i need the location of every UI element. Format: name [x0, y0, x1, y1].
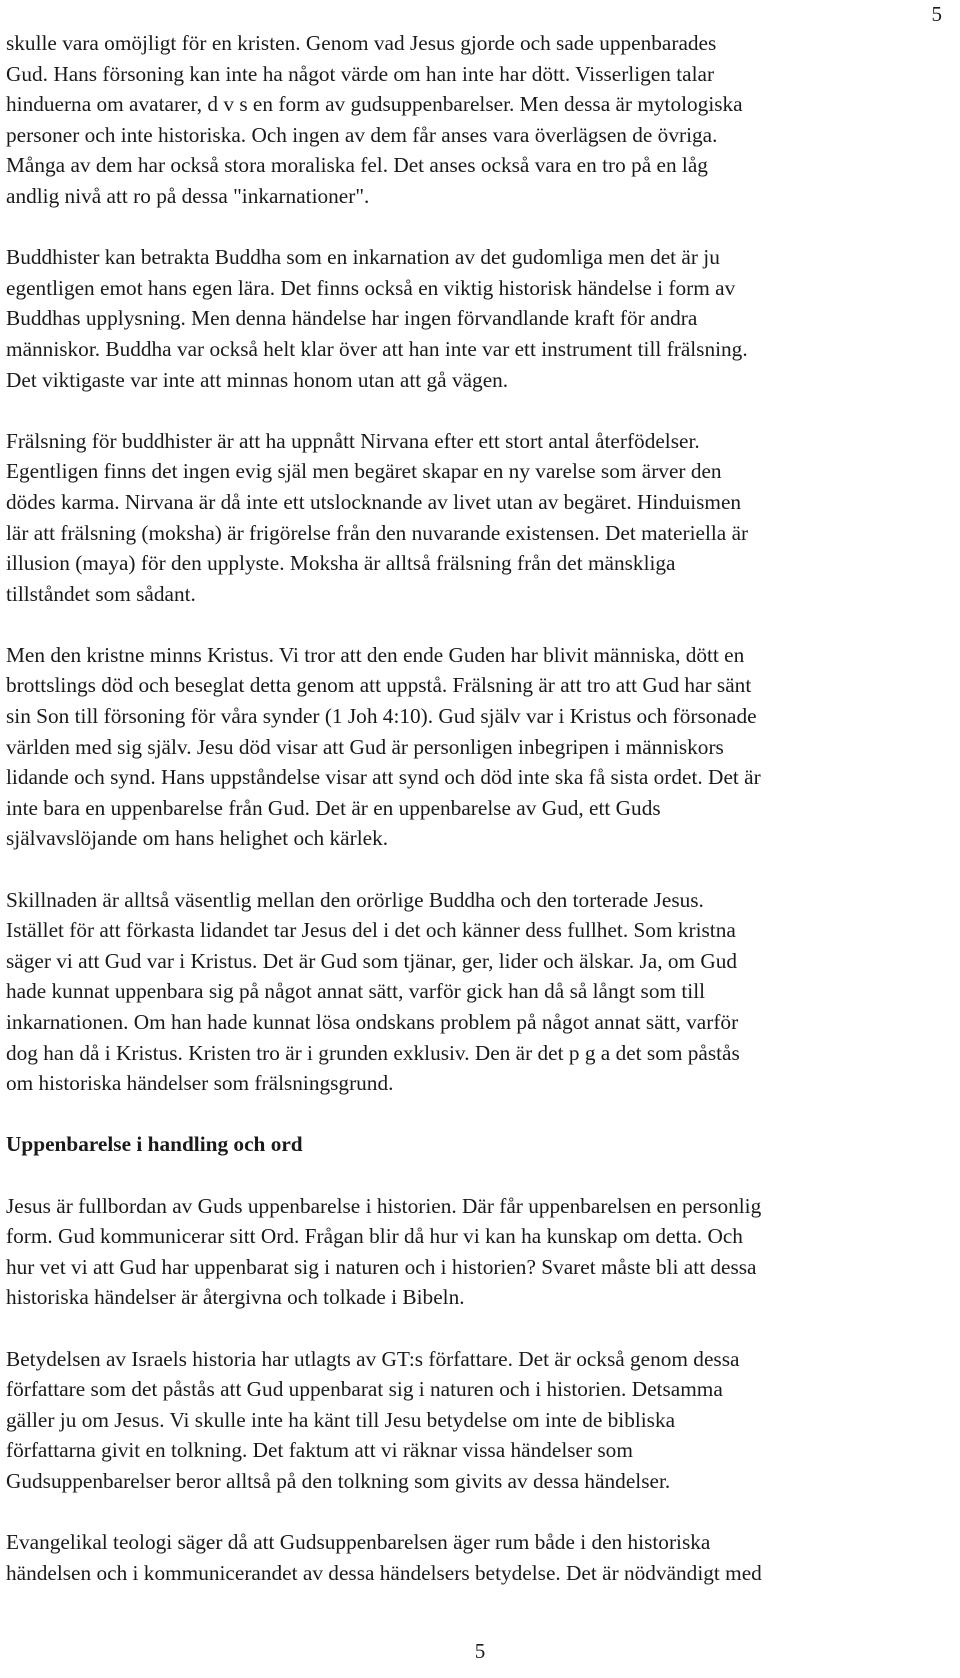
- text-line: dog han då i Kristus. Kristen tro är i grunden exklusiv. Den är det p g a det som påstås: [6, 1040, 740, 1065]
- paragraph: [6, 1191, 954, 1313]
- text-line: Skillnaden är alltså väsentlig mellan den orörlige Buddha och den torterade Jesus.: [6, 887, 704, 912]
- text-line: lidande och synd. Hans uppståndelse visar att synd och död inte ska få sista ordet. Det är: [6, 765, 761, 790]
- text-line: brottslings död och beseglat detta genom att uppstå. Frälsning är att tro att Gud har sänt: [6, 673, 752, 698]
- text-line: sin Son till försoning för våra synder (1 Joh 4:10). Gud själv var i Kristus och försonade: [6, 704, 757, 729]
- paragraph: [6, 1344, 954, 1497]
- text-line: Betydelsen av Israels historia har utlagts av GT:s författare. Det är också genom dessa: [6, 1346, 740, 1371]
- text-line: världen med sig själv. Jesu död visar att Gud är personligen inbegripen i människors: [6, 734, 724, 759]
- text-line: tillståndet som sådant.: [6, 581, 196, 606]
- text-line: Många av dem har också stora moraliska fel. Det anses också vara en tro på en låg: [6, 153, 708, 178]
- text-line: form. Gud kommunicerar sitt Ord. Frågan blir då hur vi kan ha kunskap om detta. Och: [6, 1224, 743, 1249]
- text-line: Istället för att förkasta lidandet tar Jesus del i det och känner dess fullhet. Som kristna: [6, 918, 736, 943]
- text-line: om historiska händelser som frälsningsgrund.: [6, 1071, 394, 1096]
- paragraph: [6, 28, 954, 212]
- text-line: Gudsuppenbarelser beror alltså på den tolkning som givits av dessa händelser.: [6, 1468, 671, 1493]
- text-line: Det viktigaste var inte att minnas honom utan att gå vägen.: [6, 367, 509, 392]
- page-number-top: 5: [931, 2, 942, 26]
- section-heading: Uppenbarelse i handling och ord: [6, 1132, 303, 1157]
- paragraph: [6, 885, 954, 1099]
- text-line: författare som det påstås att Gud uppenbarat sig i naturen och i historien. Detsamma: [6, 1377, 723, 1402]
- paragraphs-before-heading: [6, 28, 954, 1099]
- text-line: säger vi att Gud var i Kristus. Det är Gud som tjänar, ger, lider och älskar. Ja, om Gud: [6, 948, 738, 973]
- text-line: Buddhas upplysning. Men denna händelse har ingen förvandlande kraft för andra: [6, 306, 698, 331]
- text-line: hur vet vi att Gud har uppenbarat sig i naturen och i historien? Svaret måste bli att dessa: [6, 1254, 757, 1279]
- text-line: författarna givit en tolkning. Det faktum att vi räknar vissa händelser som: [6, 1438, 633, 1463]
- text-line: självavslöjande om hans helighet och kärlek.: [6, 826, 389, 851]
- text-line: hade kunnat uppenbara sig på något annat sätt, varför gick han då så långt som till: [6, 979, 706, 1004]
- text-line: Frälsning för buddhister är att ha uppnått Nirvana efter ett stort antal återfödelser.: [6, 428, 700, 453]
- text-line: andlig nivå att ro på dessa "inkarnationer".: [6, 183, 370, 208]
- text-line: Jesus är fullbordan av Guds uppenbarelse i historien. Där får uppenbarelsen en personlig: [6, 1193, 762, 1218]
- paragraph: [6, 426, 954, 610]
- text-line: lär att frälsning (moksha) är frigörelse från den nuvarande existensen. Det materiella är: [6, 520, 749, 545]
- paragraph: [6, 640, 954, 854]
- text-line: skulle vara omöjligt för en kristen. Genom vad Jesus gjorde och sade uppenbarades: [6, 31, 717, 55]
- text-line: Buddhister kan betrakta Buddha som en inkarnation av det gudomliga men det är ju: [6, 245, 720, 270]
- text-line: inkarnationen. Om han hade kunnat lösa ondskans problem på något annat sätt, varför: [6, 1010, 739, 1034]
- text-line: Gud. Hans försoning kan inte ha något värde om han inte har dött. Visserligen talar: [6, 61, 715, 86]
- text-line: Evangelikal teologi säger då att Gudsuppenbarelsen äger rum både i den historiska: [6, 1530, 711, 1555]
- text-line: Egentligen finns det ingen evig själ men begäret skapar en ny varelse som ärver den: [6, 459, 722, 484]
- text-line: hinduerna om avatarer, d v s en form av gudsuppenbarelser. Men dessa är mytologiska: [6, 92, 743, 117]
- text-line: personer och inte historiska. Och ingen av dem får anses vara överlägsen de övriga.: [6, 122, 718, 147]
- text-line: Men den kristne minns Kristus. Vi tror att den ende Guden har blivit människa, dött en: [6, 642, 745, 667]
- text-line: gäller ju om Jesus. Vi skulle inte ha känt till Jesu betydelse om inte de bibliska: [6, 1407, 676, 1432]
- page-number-bottom: 5: [474, 1639, 486, 1663]
- paragraph: [6, 1527, 954, 1588]
- text-line: illusion (maya) för den upplyste. Moksha är alltså frälsning från det mänskliga: [6, 551, 676, 576]
- text-line: egentligen emot hans egen lära. Det finns också en viktig historisk händelse i form av: [6, 275, 736, 300]
- text-line: människor. Buddha var också helt klar över att han inte var ett instrument till frälsning.: [6, 336, 748, 361]
- text-line: historiska händelser är återgivna och tolkade i Bibeln.: [6, 1285, 465, 1310]
- paragraphs-after-heading: [6, 1191, 954, 1589]
- text-line: dödes karma. Nirvana är då inte ett utslocknande av livet utan av begäret. Hinduismen: [6, 489, 742, 514]
- text-line: inte bara en uppenbarelse från Gud. Det är en uppenbarelse av Gud, ett Guds: [6, 795, 661, 820]
- document-body: [6, 28, 954, 1619]
- text-line: händelsen och i kommunicerandet av dessa händelsers betydelse. Det är nödvändigt med: [6, 1560, 762, 1585]
- paragraph: [6, 242, 954, 395]
